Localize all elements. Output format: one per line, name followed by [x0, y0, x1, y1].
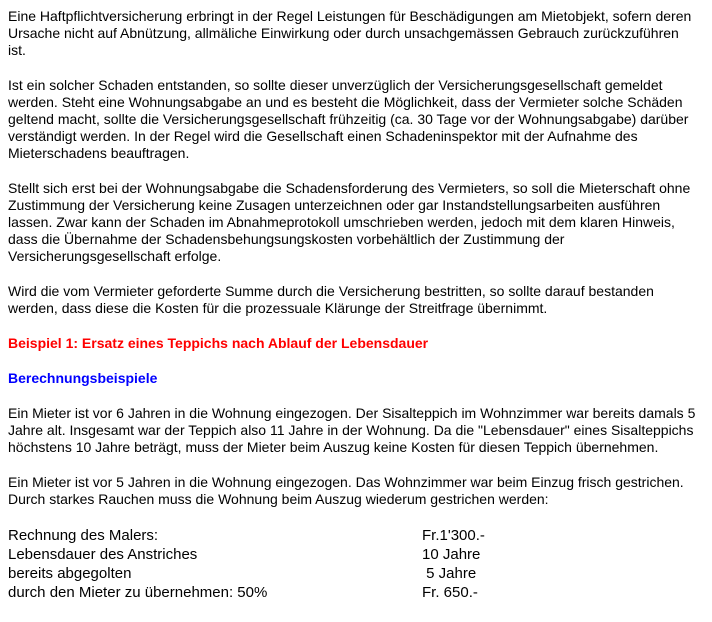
- table-row: [8, 583, 700, 602]
- table-row: [8, 545, 700, 564]
- heading-example-1: Beispiel 1: Ersatz eines Teppichs nach Ablauf der Lebensdauer: [8, 335, 429, 351]
- table-row-value: 10 Jahre: [422, 546, 481, 563]
- table-row: [8, 564, 700, 583]
- paragraph-insurance-intro: Eine Haftpflichtversicherung erbringt in der Regel Leistungen für Beschädigungen am Mietobjekt, sofern deren Ursache nicht auf Abnützung, allmäliche Einwirkung oder durch unsachgemässen Gebrauch zurückzuführen ist.: [8, 8, 692, 58]
- paragraph-example-carpet: Ein Mieter ist vor 6 Jahren in die Wohnung eingezogen. Der Sisalteppich im Wohnzimmer war bereits damals 5 Jahre alt. Insgesamt war der Teppich also 11 Jahre in der Wohnung. Da die "Lebensdauer" eines Sisalteppichs höchstens 10 Jahre beträgt, muss der Mieter beim Auszug keine Kosten für diesen Teppich übernehmen.: [8, 405, 696, 455]
- table-row-value: Fr. 650.-: [422, 584, 478, 601]
- table-row: [8, 526, 700, 545]
- table-row-label: Rechnung des Malers:: [8, 527, 159, 544]
- calculation-table: [8, 526, 700, 602]
- table-row-value: Fr.1'300.-: [422, 527, 485, 544]
- table-row-value: 5 Jahre: [422, 565, 477, 582]
- heading-calculation-examples: Berechnungsbeispiele: [8, 370, 158, 386]
- table-row-label: bereits abgegolten: [8, 565, 132, 582]
- paragraph-disputed-sum: Wird die vom Vermieter geforderte Summe durch die Versicherung bestritten, so sollte darauf bestanden werden, dass diese die Kosten für die prozessuale Klärunge der Streitfrage übernimmt.: [8, 283, 654, 316]
- paragraph-damage-reporting: Ist ein solcher Schaden entstanden, so sollte dieser unverzüglich der Versicherungsgesellschaft gemeldet werden. Steht eine Wohnungsabgabe an und es besteht die Möglichkeit, dass der Vermieter solche Schäden geltend macht, sollte die Versicherungsgesellschaft frühzeitig (ca. 30 Tage vor der Wohnungsabgabe) darüber verständigt werden. In der Regel wird die Gesellschaft einen Schadeninspektor mit der Aufnahme des Mieterschadens beauftragen.: [8, 77, 689, 161]
- paragraph-handover-claims: Stellt sich erst bei der Wohnungsabgabe die Schadensforderung des Vermieters, so soll die Mieterschaft ohne Zustimmung der Versicherung keine Zusagen unterzeichnen oder gar Instandstellungsarbeiten ausführen lassen. Zwar kann der Schaden im Abnahmeprotokoll umschrieben werden, jedoch mit dem klaren Hinweis, dass die Übernahme der Schadensbehungsungskosten vorbehältlich der Zustimmung der Versicherungsgesellschaft erfolge.: [8, 180, 691, 264]
- paragraph-example-painting: Ein Mieter ist vor 5 Jahren in die Wohnung eingezogen. Das Wohnzimmer war beim Einzug frisch gestrichen. Durch starkes Rauchen muss die Wohnung beim Auszug wiederum gestrichen werden:: [8, 474, 684, 507]
- table-row-label: Lebensdauer des Anstriches: [8, 546, 198, 563]
- table-row-label: durch den Mieter zu übernehmen: 50%: [8, 584, 268, 601]
